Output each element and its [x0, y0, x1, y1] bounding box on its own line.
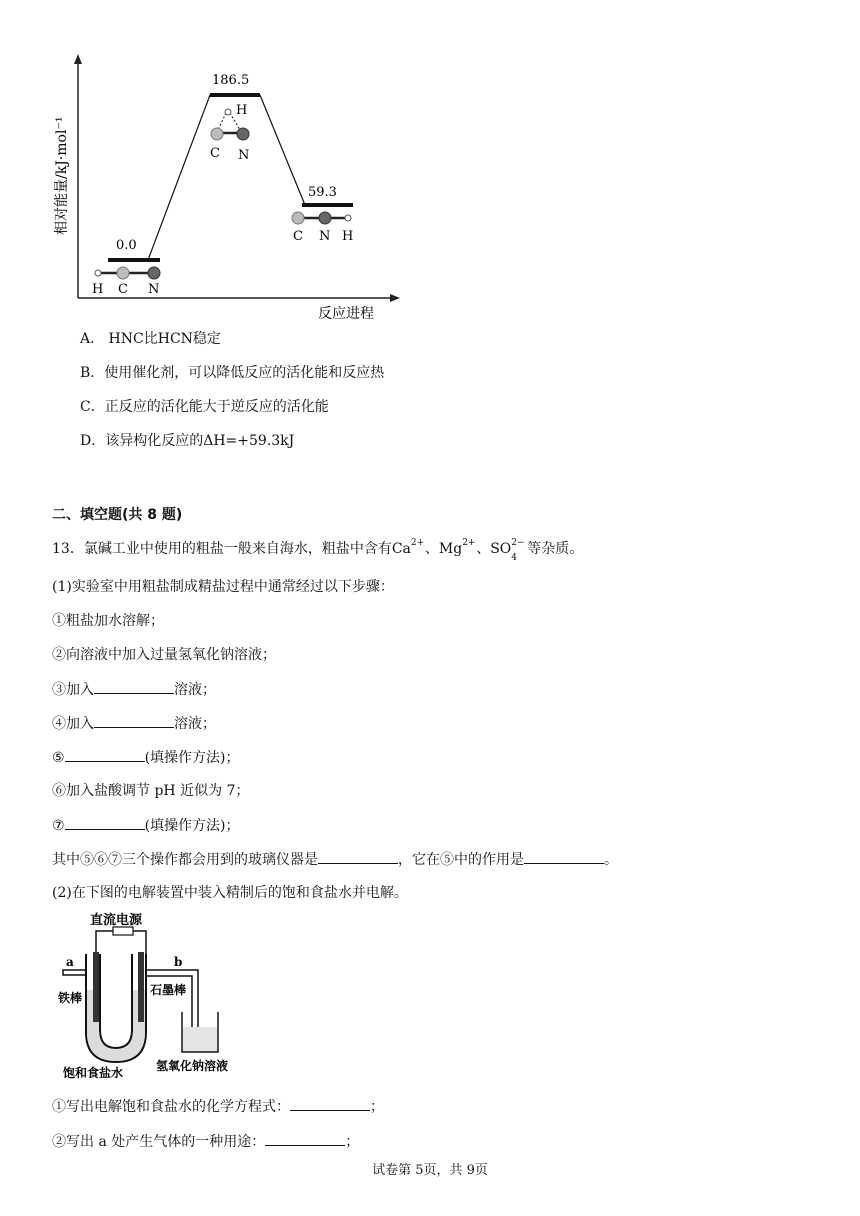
power-supply-label: 直流电源 [90, 913, 143, 928]
energy-diagram [50, 50, 410, 325]
atom-label: N [238, 148, 250, 163]
ion-mg-charge: 2+ [462, 538, 476, 548]
option-a: A． HNC比HCN稳定 [80, 331, 221, 347]
naoh-solution [183, 1027, 217, 1051]
ion-so4 [490, 538, 525, 563]
ion-so4-symbol: SO [490, 541, 512, 557]
part2-text: (2)在下图的电解装置中装入精制后的饱和食盐水并电解。 [52, 885, 408, 901]
step-3-suffix: 溶液； [174, 682, 216, 698]
page-footer: 试卷第 5页，共 9页 [372, 1163, 488, 1178]
graphite-electrode [138, 952, 144, 1022]
step-1: ①粗盐加水溶解； [52, 613, 164, 629]
path-up [148, 95, 210, 260]
ion-mg [438, 538, 476, 559]
step-5-suffix: (填操作方法)； [144, 750, 240, 766]
instrument-question-prefix: 其中⑤⑥⑦三个操作都会用到的玻璃仪器是 [52, 852, 318, 868]
atom-label: C [210, 146, 220, 161]
step-5-prefix: ⑤ [52, 750, 65, 766]
ion-ca [391, 538, 425, 559]
atom-label: H [342, 229, 354, 244]
step-4 [52, 713, 216, 734]
answer-blank[interactable] [265, 1131, 345, 1146]
sub-question-2-suffix: ； [345, 1134, 360, 1150]
power-supply-icon [113, 927, 133, 935]
answer-blank[interactable] [318, 849, 398, 864]
option-c: C．正反应的活化能大于逆反应的活化能 [80, 399, 329, 415]
answer-blank[interactable] [524, 849, 604, 864]
q13-intro-prefix: 13．氯碱工业中使用的粗盐一般来自海水，粗盐中含有 [52, 541, 392, 557]
atom-label: N [319, 229, 331, 244]
iron-electrode [93, 952, 99, 1022]
u-tube-inner [100, 954, 132, 1048]
q13-intro [52, 538, 584, 563]
atom-label: C [118, 282, 128, 297]
sub-question-1-prefix: ①写出电解饱和食盐水的化学方程式： [52, 1099, 290, 1115]
step-6: ⑥加入盐酸调节 pH 近似为 7； [52, 783, 250, 799]
ion-so4-subscript: 4 [511, 553, 517, 563]
step-7-suffix: (填操作方法)； [144, 818, 240, 834]
level-value-0: 0.0 [116, 238, 137, 253]
option-b: B．使用催化剂，可以降低反应的活化能和反应热 [80, 365, 385, 381]
atom-n-icon [319, 212, 331, 224]
sep: 、 [424, 541, 439, 557]
naoh-label: 氢氧化钠溶液 [156, 1059, 229, 1073]
atom-label: C [293, 229, 303, 244]
brine-label: 饱和食盐水 [63, 1066, 124, 1080]
outlet-b [146, 970, 198, 1032]
label-a: a [66, 955, 74, 969]
answer-blank[interactable] [94, 713, 174, 728]
outlet-a [63, 970, 86, 975]
sub-question-1-suffix: ； [370, 1099, 384, 1115]
atom-n-icon [237, 128, 249, 140]
answer-blank[interactable] [290, 1096, 370, 1111]
atom-c-icon [292, 212, 304, 224]
q13-intro-suffix: 等杂质。 [527, 541, 584, 557]
answer-blank[interactable] [65, 747, 145, 762]
level-value-2: 59.3 [308, 185, 337, 200]
atom-label: H [92, 282, 104, 297]
label-b: b [174, 955, 183, 969]
ion-ca-charge: 2+ [410, 538, 425, 548]
atom-n-icon [148, 267, 160, 279]
atom-c-icon [117, 267, 129, 279]
step-4-suffix: 溶液； [174, 716, 216, 732]
ion-so4-charge: 2− [511, 538, 525, 548]
answer-blank[interactable] [94, 679, 174, 694]
atom-h-icon [95, 270, 101, 276]
path-down [260, 95, 305, 205]
step-2: ②向溶液中加入过量氢氧化钠溶液； [52, 647, 276, 663]
ion-ca-symbol: Ca [391, 541, 411, 557]
atom-label: N [148, 282, 160, 297]
step-7 [52, 815, 240, 836]
step-3 [52, 679, 216, 700]
y-axis-label: 相对能量/kJ·mol⁻¹ [54, 116, 70, 235]
step-5 [52, 747, 240, 768]
ion-mg-symbol: Mg [438, 541, 463, 557]
answer-blank[interactable] [65, 815, 145, 830]
iron-label: 铁棒 [58, 991, 83, 1005]
sub-question-2-prefix: ②写出 a 处产生气体的一种用途： [52, 1134, 266, 1150]
atom-h-icon [225, 109, 231, 115]
instrument-question-suffix: 。 [604, 852, 618, 868]
x-axis-arrow [390, 294, 400, 302]
sub-question-2 [52, 1131, 359, 1152]
level-value-1: 186.5 [212, 73, 250, 88]
atom-label: H [236, 103, 248, 118]
atom-h-icon [345, 215, 351, 221]
sep: 、 [476, 541, 491, 557]
instrument-question [52, 849, 618, 870]
instrument-question-mid: ，它在⑤中的作用是 [398, 852, 524, 868]
y-axis-arrow [74, 54, 82, 64]
step-7-prefix: ⑦ [52, 818, 65, 834]
electrolysis-apparatus [58, 912, 258, 1087]
sub-question-1 [52, 1096, 384, 1117]
section-heading: 二、填空题(共 8 题) [52, 507, 183, 523]
graphite-label: 石墨棒 [150, 983, 187, 997]
part1-text: (1)实验室中用粗盐制成精盐过程中通常经过以下步骤： [52, 579, 394, 595]
step-3-prefix: ③加入 [52, 682, 94, 698]
x-axis-label: 反应进程 [318, 306, 374, 322]
partial-bond [218, 113, 226, 130]
option-d: D．该异构化反应的ΔH=+59.3kJ [80, 433, 295, 449]
step-4-prefix: ④加入 [52, 716, 94, 732]
atom-c-icon [211, 128, 223, 140]
